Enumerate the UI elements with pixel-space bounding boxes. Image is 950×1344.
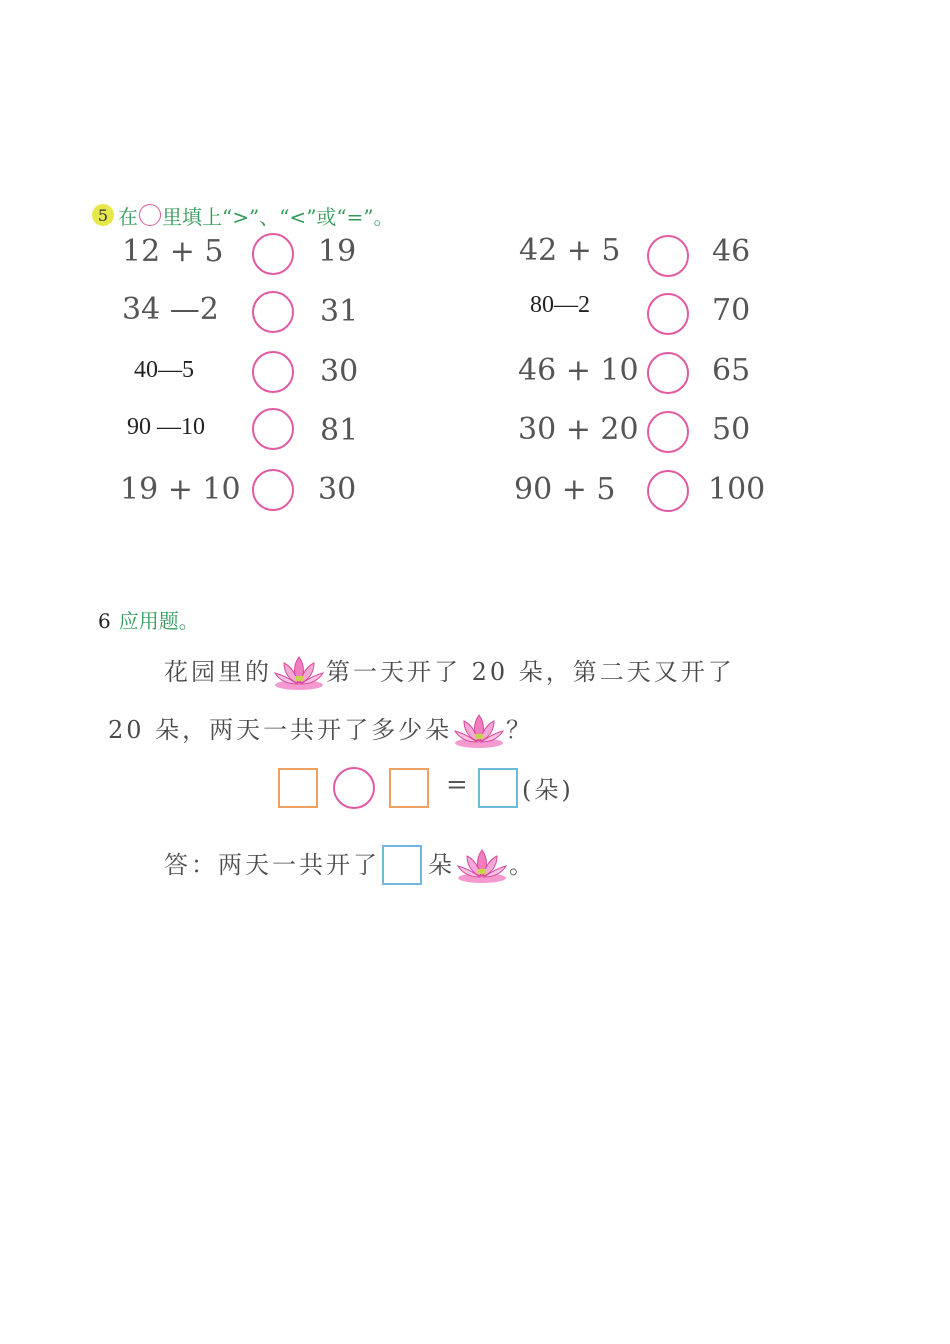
left-expr-4: 90 —10 xyxy=(127,414,205,440)
unit-label: (朵) xyxy=(522,776,574,804)
instruction-suffix: 里填上“>”、“<”或“=”。 xyxy=(162,204,394,229)
instruction-prefix: 在 xyxy=(118,204,138,229)
left-rhs-1: 19 xyxy=(318,234,357,269)
addend-box-1[interactable] xyxy=(278,768,318,808)
circle-icon xyxy=(139,204,161,226)
problem-text-1b: 第一天开了 20 朵，第二天又开了 xyxy=(326,658,735,686)
compare-circle-left-2[interactable] xyxy=(252,291,294,333)
right-expr-3: 46 + 10 xyxy=(518,353,639,388)
left-expr-5: 19 + 10 xyxy=(120,472,241,507)
problem-text-1a: 花园里的 xyxy=(164,658,272,686)
answer-end: 。 xyxy=(509,851,536,879)
problem-text-2b: ？ xyxy=(506,716,534,744)
compare-circle-left-4[interactable] xyxy=(252,408,294,450)
left-expr-3: 40—5 xyxy=(134,357,194,383)
right-rhs-4: 50 xyxy=(712,412,751,447)
question-number-badge: 5 xyxy=(92,204,114,226)
left-expr-2: 34 —2 xyxy=(122,292,219,327)
answer-box[interactable] xyxy=(382,845,422,885)
compare-circle-right-5[interactable] xyxy=(647,470,689,512)
lotus-flower-icon xyxy=(272,651,326,693)
operator-circle[interactable] xyxy=(333,767,375,809)
compare-circle-right-3[interactable] xyxy=(647,352,689,394)
left-rhs-3: 30 xyxy=(320,354,359,389)
compare-circle-right-1[interactable] xyxy=(647,235,689,277)
left-expr-1: 12 + 5 xyxy=(122,234,224,269)
right-rhs-5: 100 xyxy=(708,472,766,507)
left-rhs-5: 30 xyxy=(318,472,357,507)
answer-unit: 朵 xyxy=(428,851,455,879)
problem-line-1 xyxy=(164,652,735,692)
left-rhs-4: 81 xyxy=(320,413,359,448)
right-expr-2: 80—2 xyxy=(530,292,590,318)
lotus-flower-icon xyxy=(455,844,509,886)
question-number: 6 xyxy=(98,609,111,633)
right-rhs-2: 70 xyxy=(712,293,751,328)
lotus-flower-icon xyxy=(452,709,506,751)
compare-circle-left-1[interactable] xyxy=(252,233,294,275)
compare-circle-left-3[interactable] xyxy=(252,351,294,393)
q5-instruction xyxy=(92,200,394,230)
addend-box-2[interactable] xyxy=(389,768,429,808)
q6-title: 应用题。 xyxy=(118,609,199,633)
right-expr-4: 30 + 20 xyxy=(518,412,639,447)
answer-text: 答：两天一共开了 xyxy=(164,851,380,879)
equals-sign: = xyxy=(446,770,468,800)
right-rhs-3: 65 xyxy=(712,353,751,388)
answer-line xyxy=(164,845,536,885)
problem-line-2 xyxy=(108,710,533,750)
right-expr-1: 42 + 5 xyxy=(519,233,621,268)
q6-heading xyxy=(98,605,199,634)
compare-circle-right-2[interactable] xyxy=(647,293,689,335)
problem-text-2a: 20 朵，两天一共开了多少朵 xyxy=(108,716,453,744)
compare-circle-left-5[interactable] xyxy=(252,469,294,511)
result-box[interactable] xyxy=(478,768,518,808)
compare-circle-right-4[interactable] xyxy=(647,411,689,453)
left-rhs-2: 31 xyxy=(320,294,359,329)
right-expr-5: 90 + 5 xyxy=(514,472,616,507)
right-rhs-1: 46 xyxy=(712,234,751,269)
